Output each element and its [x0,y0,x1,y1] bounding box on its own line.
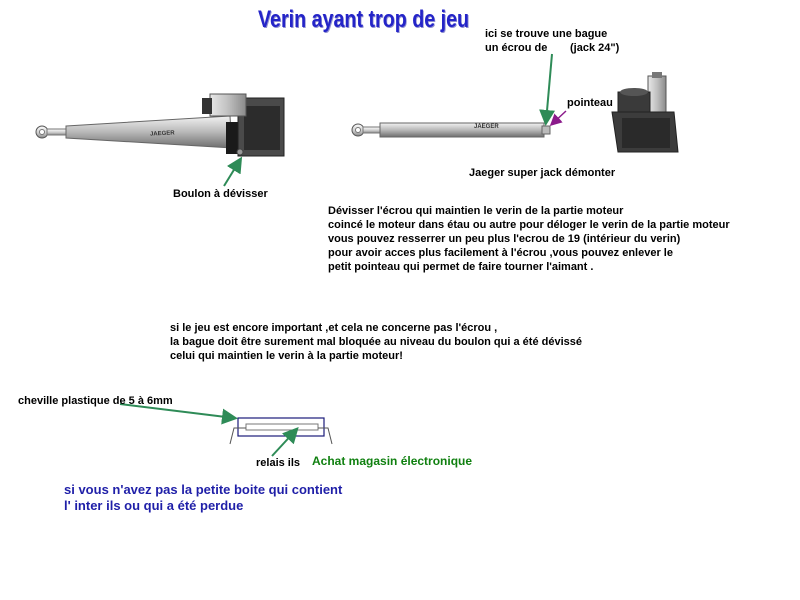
ring-note-line2: un écrou de [485,42,548,54]
play-note-block [170,321,582,363]
instruction-line: vous pouvez resserrer un peu plus l'ecrou de 19 (intérieur du verin) [328,233,681,245]
play-note-line: la bague doit être surement mal bloquée au niveau du boulon qui a été dévissé [170,336,582,348]
play-note-line: si le jeu est encore important ,et cela ne concerne pas l'écrou , [170,322,498,334]
pointeau-arrow [552,111,566,124]
footer-note [64,482,342,514]
left-rod [47,129,67,135]
sensor-diagram [230,418,332,444]
bolt-label: Boulon à dévisser [173,188,268,200]
play-note-line: celui qui maintien le verin à la partie moteur! [170,350,403,362]
pointeau-label: pointeau [567,97,613,109]
achat-label: Achat magasin électronique [312,454,473,468]
left-bolt [237,149,243,155]
right-ring [542,126,550,134]
page-title: Verin ayant trop de jeu [258,6,470,33]
right-brand-label: JAEGER [474,124,499,130]
left-actuator [36,94,284,156]
instruction-line: pour avoir acces plus facilement à l'écrou ,vous pouvez enlever le [328,247,673,259]
right-actuator [352,123,550,137]
left-motor [210,94,246,116]
ring-note-line1: ici se trouve une bague [485,28,608,40]
cheville-label: cheville plastique de 5 à 6mm [18,395,173,407]
left-brand-label: JAEGER [149,130,175,138]
instructions-block [328,204,730,274]
right-tube [380,123,544,137]
bolt-arrow [224,160,240,186]
reed-relay [246,424,318,430]
footer-line: l' inter ils ou qui a été perdue [64,498,244,513]
ring-arrow [546,54,552,122]
instruction-line: Dévisser l'écrou qui maintien le verin de la partie moteur [328,205,624,217]
dismantled-caption: Jaeger super jack démonter [469,167,616,179]
right-motor-block [612,72,678,152]
instruction-line: coincé le moteur dans étau ou autre pour déloger le verin de la partie moteur [328,219,730,231]
footer-line: si vous n'avez pas la petite boite qui contient [64,482,343,497]
instruction-line: petit pointeau qui permet de faire tourner l'aimant . [328,261,594,273]
ring-note-jack: (jack 24") [570,42,620,54]
relais-label: relais ils [256,457,301,469]
